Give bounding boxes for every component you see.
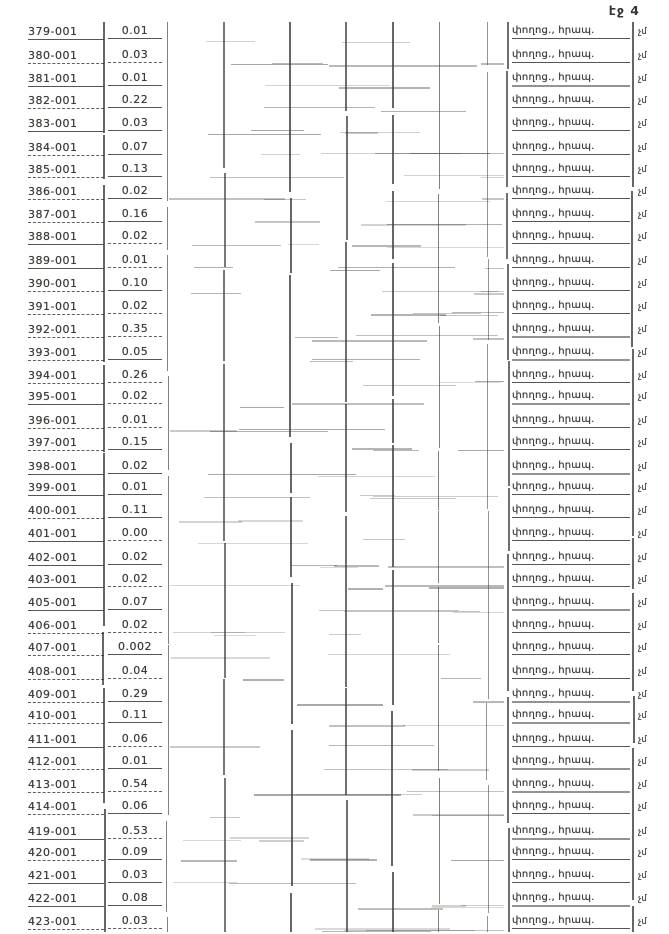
scan-noise-dash [473,338,504,340]
scan-noise-dash [329,745,434,746]
row-value: 0.35 [108,321,162,337]
row-id: 393-001 [28,345,104,361]
scan-noise-dash [352,448,412,450]
scan-noise-dash [407,791,504,792]
row-value: 0.07 [108,139,162,155]
scan-noise-dash [370,498,456,499]
row-value: 0.10 [108,275,162,291]
row-unit: չմ [638,735,647,746]
row-unit: չմ [638,802,647,813]
scan-noise-dash [410,153,490,154]
row-unit: չմ [638,711,647,722]
row-description: փողոց., հրապ. [512,798,630,814]
row-id: 397-001 [28,435,104,451]
row-description: փողոց., հրապ. [512,731,630,747]
row-id: 388-001 [28,229,104,245]
table-row [0,137,669,160]
row-description: փողոց., հրապ. [512,458,630,475]
row-id: 421-001 [28,868,104,884]
table-row [0,386,669,409]
row-value: 0.02 [108,183,162,199]
table-row [0,90,669,113]
row-id: 394-001 [28,368,104,384]
row-value: 0.01 [108,252,162,268]
scan-noise-dash [485,268,504,269]
table-row [0,796,669,819]
row-id: 390-001 [28,276,104,292]
row-value: 0.16 [108,206,162,222]
scan-noise-dash [310,361,353,362]
row-unit: չմ [638,528,647,539]
scan-noise-dash [204,497,310,498]
row-id: 413-001 [28,777,104,793]
scan-noise-dash [296,794,423,795]
row-unit: չմ [638,870,647,881]
scan-noise-dash [240,407,284,408]
table-row [0,159,669,182]
scan-noise-dash [338,267,456,268]
row-description: փողոց., հրապ. [512,594,630,611]
row-id: 391-001 [28,299,104,315]
scan-noise-dash [211,632,245,633]
row-description: փողոց., հրապ. [512,228,630,244]
row-value: 0.29 [108,686,162,702]
row-description: փողոց., հրապ. [512,890,630,907]
row-description: փողոց., հրապ. [512,753,630,770]
scan-noise-dash [210,817,241,818]
row-value: 0.02 [108,571,162,587]
table-row [0,45,669,68]
row-unit: չմ [638,847,647,858]
row-unit: չմ [638,917,647,928]
row-value: 0.06 [108,731,162,747]
row-id: 396-001 [28,413,104,429]
row-value: 0.53 [108,823,162,839]
row-value: 0.15 [108,434,162,450]
scan-noise-dash [404,175,504,176]
row-id: 401-001 [28,526,104,542]
scan-noise-dash [206,41,255,42]
row-id: 395-001 [28,389,104,405]
row-id: 386-001 [28,184,104,200]
table-row [0,547,669,570]
row-description: փողոց., հրապ. [512,115,630,131]
row-id: 420-001 [28,845,104,861]
scan-noise-dash [371,314,446,316]
row-value: 0.02 [108,617,162,633]
row-description: փողոց., հրապ. [512,275,630,291]
row-unit: չմ [638,483,647,494]
row-unit: չմ [638,574,647,585]
table-row [0,888,669,911]
scan-noise-dash [191,293,241,294]
table-row [0,342,669,365]
row-description: փողոց., հրապ. [512,867,630,883]
row-description: փողոց., հրապ. [512,913,630,929]
row-id: 412-001 [28,754,104,770]
row-id: 382-001 [28,93,104,109]
row-id: 383-001 [28,116,104,132]
scan-noise-dash [339,87,430,89]
scan-noise-dash [312,359,421,360]
row-value: 0.09 [108,844,162,860]
table-row [0,751,669,774]
scan-noise-dash [272,63,323,64]
table-row [0,684,669,707]
row-unit: չմ [638,209,647,220]
scan-noise-dash [431,907,504,908]
scan-noise-dash [243,679,285,681]
row-unit: չմ [638,506,647,517]
table-row [0,592,669,615]
row-id: 408-001 [28,664,104,680]
row-value: 0.02 [108,228,162,244]
row-id: 385-001 [28,162,104,178]
row-id: 414-001 [28,799,104,815]
row-description: փողոց., հրապ. [512,434,630,450]
scan-noise-dash [214,635,256,636]
scan-noise-dash [429,587,504,589]
row-description: փողոց., հրապ. [512,183,630,199]
row-id: 392-001 [28,322,104,338]
scan-noise-dash [440,315,498,316]
table-row [0,68,669,91]
row-value: 0.03 [108,115,162,131]
scan-noise-dash [403,725,504,726]
scan-noise-dash [340,132,420,133]
row-value: 0.00 [108,525,162,541]
scan-noise-dash [288,244,319,245]
scan-noise-dash [481,291,504,292]
scan-noise-dash [386,201,491,202]
row-id: 379-001 [28,24,104,40]
row-id: 419-001 [28,824,104,840]
scan-noise-dash [238,520,303,522]
row-id: 389-001 [28,253,104,269]
scan-noise-dash [481,63,504,65]
row-unit: չմ [638,779,647,790]
row-value: 0.002 [108,639,162,655]
scan-noise-dash [439,382,501,383]
scan-noise-dash [330,270,381,271]
row-unit: չմ [638,255,647,266]
scan-noise-dash [264,107,376,108]
row-description: փողոց., հրապ. [512,663,630,679]
row-id: 387-001 [28,207,104,223]
row-unit: չմ [638,620,647,631]
row-id: 409-001 [28,687,104,703]
table-row [0,432,669,455]
table-row [0,774,669,797]
scan-noise-dash [461,905,504,906]
row-value: 0.26 [108,367,162,383]
row-value: 0.07 [108,594,162,610]
scan-noise-dash [473,701,504,703]
table-row [0,319,669,342]
row-description: փողոց., հրապ. [512,298,630,314]
scan-noise-dash [328,654,449,655]
row-value: 0.01 [108,412,162,428]
row-unit: չմ [638,187,647,198]
row-description: փողոց., հրապ. [512,161,630,177]
row-id: 380-001 [28,48,104,64]
scan-noise-dash [366,930,504,931]
row-id: 407-001 [28,640,104,656]
row-unit: չմ [638,643,647,654]
table-row [0,21,669,44]
row-description: փողոց., հրապ. [512,707,630,724]
row-id: 423-001 [28,914,104,930]
scan-noise-dash [295,337,338,338]
table-row [0,842,669,865]
table-row [0,523,669,546]
row-id: 403-001 [28,572,104,588]
row-description: փողոց., հրապ. [512,47,630,63]
row-description: փողոց., հրապ. [512,502,630,518]
row-description: փողոց., հրապ. [512,571,630,587]
row-description: փողոց., հրապ. [512,823,630,840]
scan-noise-dash [171,657,271,659]
row-value: 0.13 [108,161,162,177]
scan-noise-dash [387,247,504,248]
row-value: 0.03 [108,913,162,929]
scan-noise-dash [334,565,379,567]
row-value: 0.01 [108,479,162,495]
row-id: 411-001 [28,732,104,748]
scan-noise-dash [453,612,504,613]
row-unit: չմ [638,552,647,563]
row-value: 0.01 [108,753,162,769]
table-row [0,500,669,523]
row-value: 0.02 [108,298,162,314]
table-row [0,865,669,888]
scan-noise-dash [169,198,284,200]
row-value: 0.01 [108,70,162,86]
table-row [0,456,669,479]
row-value: 0.54 [108,776,162,792]
row-description: փողոց., հրապ. [512,525,630,541]
row-description: փողոց., հրապ. [512,139,630,155]
row-id: 405-001 [28,595,104,611]
scan-noise-dash [387,224,501,225]
row-unit: չմ [638,370,647,381]
row-id: 399-001 [28,480,104,496]
row-description: փողոց., հրապ. [512,344,630,361]
scan-noise-dash [230,837,309,839]
row-id: 381-001 [28,71,104,87]
row-description: փողոց., հրապ. [512,23,630,39]
scan-noise-dash [319,610,460,611]
row-description: փողոց., հրապ. [512,844,630,860]
table-row [0,296,669,319]
scan-noise-dash [208,134,322,135]
table-row [0,637,669,660]
table-row [0,705,669,728]
row-unit: չմ [638,826,647,837]
scan-noise-dash [210,177,344,178]
scan-noise-dash [192,245,280,246]
scan-noise-dash [255,221,320,223]
row-id: 410-001 [28,708,104,724]
row-unit: չմ [638,690,647,701]
table-row [0,821,669,844]
row-value: 0.08 [108,890,162,906]
row-unit: չմ [638,894,647,905]
row-description: փողոց., հրապ. [512,252,630,268]
table-row [0,661,669,684]
row-description: փողոց., հրապ. [512,479,630,495]
table-row [0,250,669,273]
scan-noise-dash [301,858,370,860]
scan-noise-dash [348,588,383,590]
scan-noise-dash [290,565,337,566]
row-unit: չմ [638,142,647,153]
page-number: էջ 4 [608,3,640,18]
table-row [0,410,669,433]
row-value: 0.04 [108,663,162,679]
row-description: փողոց., հրապ. [512,776,630,793]
table-row [0,911,669,934]
row-unit: չմ [638,118,647,129]
table-row [0,365,669,388]
row-value: 0.02 [108,458,162,474]
table-row [0,729,669,752]
row-unit: չմ [638,50,647,61]
row-unit: չմ [638,598,647,609]
scan-noise-dash [229,883,356,884]
row-unit: չմ [638,301,647,312]
scan-noise-dash [181,860,237,862]
row-unit: չմ [638,27,647,38]
row-description: փողոց., հրապ. [512,686,630,703]
row-description: փողոց., հրապ. [512,549,630,565]
row-unit: չմ [638,232,647,243]
scan-noise-dash [481,177,504,178]
row-value: 0.11 [108,707,162,723]
row-id: 422-001 [28,891,104,907]
row-unit: չմ [638,757,647,768]
table-row [0,477,669,500]
row-description: փողոց., հրապ. [512,639,630,655]
scan-noise-dash [208,474,356,475]
row-description: փողոց., հրապ. [512,92,630,108]
scan-noise-dash [363,539,405,540]
scan-noise-dash [322,931,431,932]
table-row [0,226,669,249]
row-value: 0.11 [108,502,162,518]
scan-noise-dash [329,634,361,635]
row-unit: չմ [638,324,647,335]
scan-noise-dash [458,450,504,451]
row-unit: չմ [638,438,647,449]
row-unit: չմ [638,278,647,289]
scan-noise-dash [356,335,498,336]
scan-noise-dash [265,85,390,86]
scan-noise-dash [329,725,405,727]
scan-noise-dash [194,267,232,268]
scan-noise-dash [342,42,410,43]
table-row [0,113,669,136]
row-unit: չմ [638,74,647,85]
row-value: 0.02 [108,549,162,565]
scan-noise-dash [251,130,305,131]
table-row [0,181,669,204]
table-row [0,569,669,592]
scan-noise-dash [388,566,504,568]
scan-noise-dash [239,429,384,430]
row-value: 0.22 [108,92,162,108]
scan-noise-dash [451,860,504,861]
scan-noise-dash [441,678,481,679]
row-id: 398-001 [28,459,104,475]
scan-noise-dash [173,882,237,883]
row-description: փողոց., հրապ. [512,367,630,383]
row-unit: չմ [638,461,647,472]
row-unit: չմ [638,666,647,677]
row-description: փողոց., հրապ. [512,206,630,222]
row-value: 0.03 [108,867,162,883]
scan-noise-dash [292,403,424,405]
row-id: 400-001 [28,503,104,519]
row-value: 0.03 [108,47,162,63]
row-description: փողոց., հրապ. [512,412,630,428]
row-unit: չմ [638,348,647,359]
row-unit: չմ [638,416,647,427]
table-row [0,615,669,638]
scan-noise-dash [432,815,504,816]
scan-noise-dash [324,769,448,770]
row-unit: չմ [638,164,647,175]
row-id: 406-001 [28,618,104,634]
scan-noise-dash [170,746,260,748]
row-id: 384-001 [28,140,104,156]
row-value: 0.01 [108,23,162,39]
row-unit: չմ [638,392,647,403]
row-description: փողոց., հրապ. [512,70,630,87]
scan-noise-dash [482,198,504,200]
row-description: փողոց., հրապ. [512,321,630,338]
table-row [0,204,669,227]
row-value: 0.06 [108,798,162,814]
scan-noise-dash [261,154,301,155]
scan-noise-dash [198,543,308,544]
row-unit: չմ [638,96,647,107]
row-value: 0.02 [108,388,162,404]
row-value: 0.05 [108,344,162,360]
row-description: փողոց., հրապ. [512,388,630,405]
row-description: փողոց., հրապ. [512,617,630,633]
scan-noise-dash [329,65,477,67]
row-id: 402-001 [28,550,104,566]
scan-noise-dash [170,585,300,586]
table-row [0,273,669,296]
